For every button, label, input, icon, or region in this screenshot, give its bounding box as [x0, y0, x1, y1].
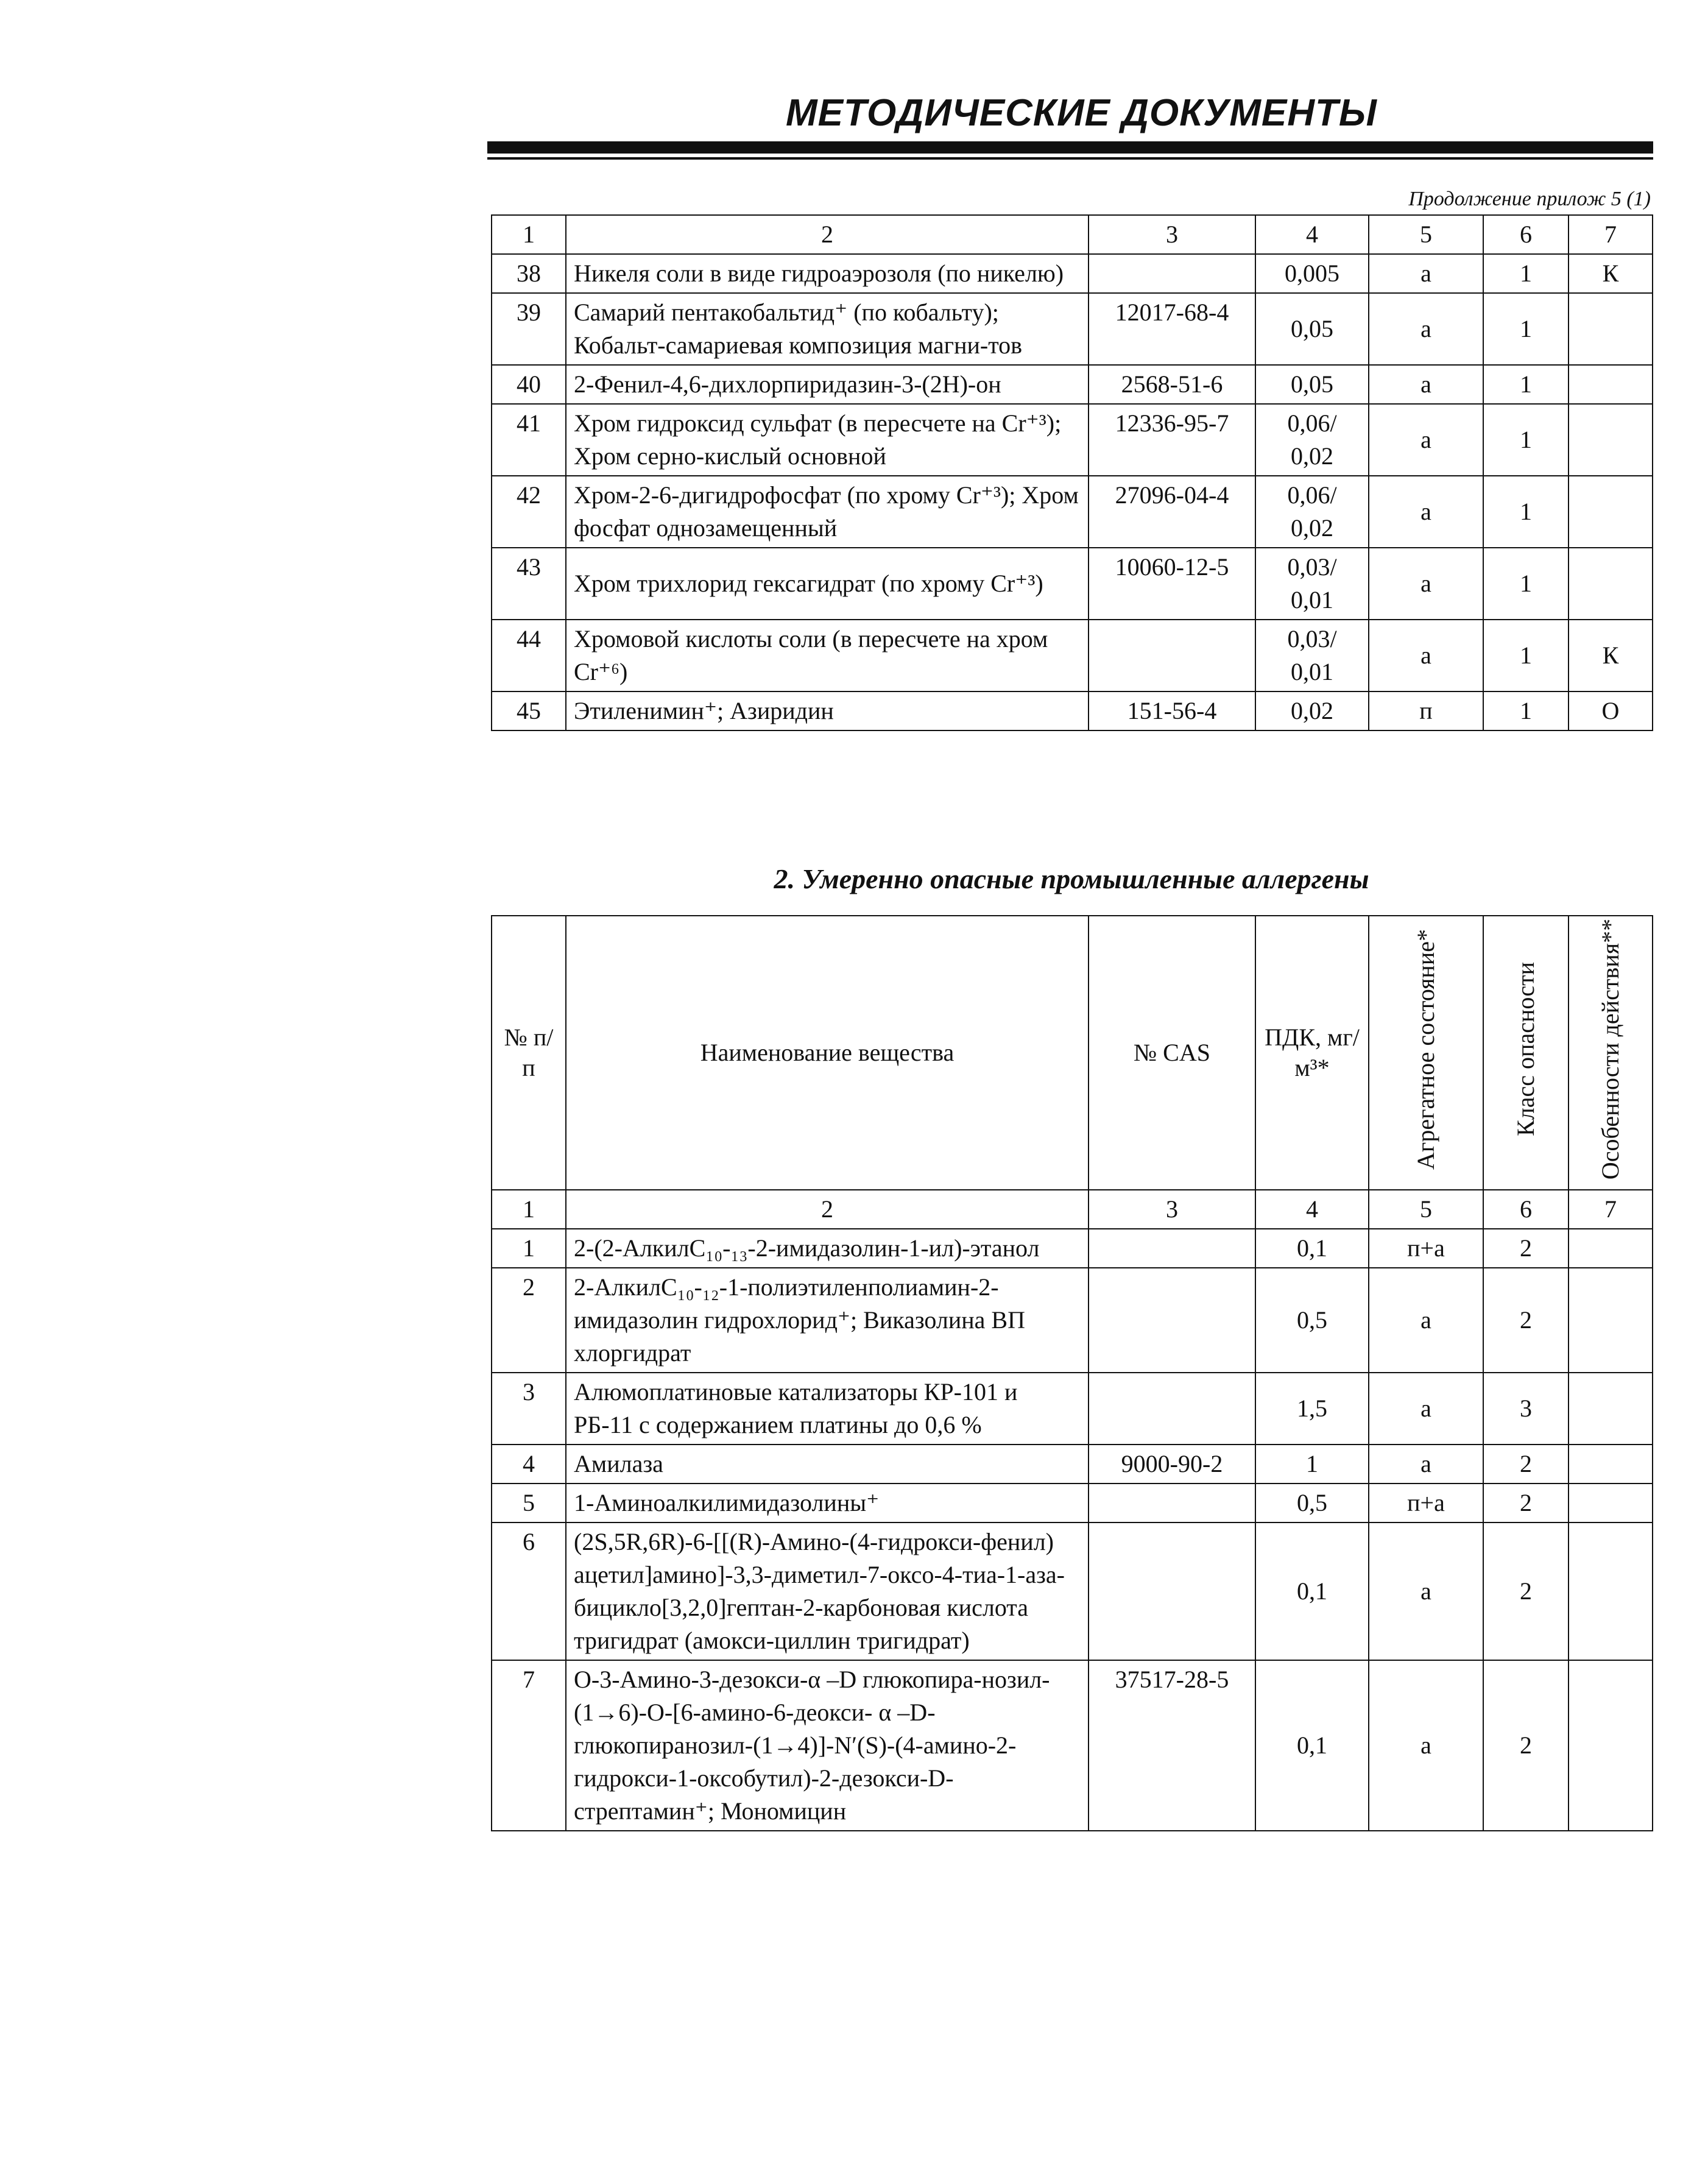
- substance-name: Хром трихлорид гексагидрат (по хрому Cr⁺³): [566, 548, 1089, 620]
- cas-number: 151-56-4: [1089, 691, 1255, 730]
- pdk-value: 0,03/ 0,01: [1255, 620, 1369, 691]
- hazard-class: 2: [1483, 1484, 1569, 1522]
- table-row: [492, 691, 1653, 730]
- pdk-value: 0,5: [1255, 1484, 1369, 1522]
- hazard-class: 2: [1483, 1522, 1569, 1660]
- header-feature: [1569, 916, 1653, 1190]
- col-number: 6: [1483, 215, 1569, 254]
- table-row: [492, 293, 1653, 365]
- aggregate-state: а: [1369, 254, 1483, 293]
- col-number: 7: [1569, 215, 1653, 254]
- cas-number: 27096-04-4: [1089, 476, 1255, 548]
- hazard-class: 1: [1483, 548, 1569, 620]
- row-number: 42: [492, 476, 566, 548]
- pdk-value: 0,02: [1255, 691, 1369, 730]
- hazard-class: 2: [1483, 1660, 1569, 1831]
- table-row: [492, 365, 1653, 404]
- col-number: 5: [1369, 215, 1483, 254]
- action-feature: [1569, 1229, 1653, 1268]
- header-substance-name: Наименование вещества: [566, 916, 1089, 1190]
- action-feature: [1569, 548, 1653, 620]
- row-number: 3: [492, 1373, 566, 1445]
- hazard-class: 2: [1483, 1445, 1569, 1484]
- row-number: 4: [492, 1445, 566, 1484]
- aggregate-state: а: [1369, 476, 1483, 548]
- action-feature: [1569, 1373, 1653, 1445]
- header-class-text: Класс опасности: [1512, 962, 1539, 1136]
- aggregate-state: а: [1369, 548, 1483, 620]
- col-number: 2: [566, 215, 1089, 254]
- pdk-value: 0,03/ 0,01: [1255, 548, 1369, 620]
- row-number: 38: [492, 254, 566, 293]
- table-header-row: [492, 916, 1653, 1190]
- table-row: [492, 1660, 1653, 1831]
- section-2-title: 2. Умеренно опасные промышленные аллергены: [774, 863, 1369, 894]
- row-number: 6: [492, 1522, 566, 1660]
- substance-name: Хром гидроксид сульфат (в пересчете на Cr⁺³); Хром серно-кислый основной: [566, 404, 1089, 476]
- table-row: [492, 1268, 1653, 1373]
- hazard-class: 1: [1483, 476, 1569, 548]
- aggregate-state: а: [1369, 1522, 1483, 1660]
- cas-number: [1089, 1229, 1255, 1268]
- cas-number: 12336-95-7: [1089, 404, 1255, 476]
- table-row: [492, 476, 1653, 548]
- hazard-class: 1: [1483, 293, 1569, 365]
- header-rule-thick: [487, 141, 1653, 154]
- col-number: 4: [1255, 1190, 1369, 1229]
- pdk-value: 0,05: [1255, 365, 1369, 404]
- col-number: 7: [1569, 1190, 1653, 1229]
- column-number-row: [492, 215, 1653, 254]
- cas-number: [1089, 620, 1255, 691]
- pdk-value: 0,1: [1255, 1229, 1369, 1268]
- row-number: 1: [492, 1229, 566, 1268]
- pdk-value: 0,5: [1255, 1268, 1369, 1373]
- pdk-value: 1: [1255, 1445, 1369, 1484]
- header-feature-text: Особенности действия**: [1597, 919, 1624, 1180]
- col-number: 3: [1089, 1190, 1255, 1229]
- table-row: [492, 620, 1653, 691]
- header-state: [1369, 916, 1483, 1190]
- aggregate-state: а: [1369, 620, 1483, 691]
- action-feature: [1569, 293, 1653, 365]
- col-number: 1: [492, 215, 566, 254]
- cas-number: [1089, 1522, 1255, 1660]
- row-number: 39: [492, 293, 566, 365]
- col-number: 1: [492, 1190, 566, 1229]
- column-number-row: [492, 1190, 1653, 1229]
- table-row: [492, 254, 1653, 293]
- pdk-value: 0,06/ 0,02: [1255, 476, 1369, 548]
- substance-name: Этиленимин⁺; Азиридин: [566, 691, 1089, 730]
- cas-number: [1089, 1373, 1255, 1445]
- substance-name: Самарий пентакобальтид⁺ (по кобальту); Кобальт-самариевая композиция магни-тов: [566, 293, 1089, 365]
- table-row: [492, 1445, 1653, 1484]
- action-feature: [1569, 365, 1653, 404]
- cas-number: 12017-68-4: [1089, 293, 1255, 365]
- aggregate-state: а: [1369, 1660, 1483, 1831]
- col-number: 6: [1483, 1190, 1569, 1229]
- table-row: [492, 548, 1653, 620]
- header-state-text: Агрегатное состояние*: [1412, 928, 1439, 1170]
- hazard-class: 1: [1483, 254, 1569, 293]
- table-row: [492, 1229, 1653, 1268]
- substance-name: Амилаза: [566, 1445, 1089, 1484]
- row-number: 5: [492, 1484, 566, 1522]
- table-row: [492, 1373, 1653, 1445]
- pdk-value: 0,1: [1255, 1522, 1369, 1660]
- header-class: [1483, 916, 1569, 1190]
- action-feature: [1569, 404, 1653, 476]
- table-row: [492, 404, 1653, 476]
- row-number: 45: [492, 691, 566, 730]
- row-number: 44: [492, 620, 566, 691]
- substance-name: Алюмоплатиновые катализаторы КР-101 и РБ-11 с содержанием платины до 0,6 %: [566, 1373, 1089, 1445]
- cas-number: 10060-12-5: [1089, 548, 1255, 620]
- cas-number: 37517-28-5: [1089, 1660, 1255, 1831]
- aggregate-state: а: [1369, 293, 1483, 365]
- hazard-class: 1: [1483, 691, 1569, 730]
- action-feature: [1569, 1268, 1653, 1373]
- aggregate-state: а: [1369, 1445, 1483, 1484]
- header-rule-thin: [487, 157, 1653, 160]
- aggregate-state: п+а: [1369, 1229, 1483, 1268]
- substance-name: 2-(2-АлкилC₁₀-₁₃-2-имидазолин-1-ил)-этанол: [566, 1229, 1089, 1268]
- substance-name: О-3-Амино-3-дезокси-α –D глюкопира-нозил-(1→6)-О-[6-амино-6-деокси- α –D-глюкопиранозил-(1→4)]-N′(S)-(4-амино-2-гидрокси-1-оксобутил)-2-дезокси-D-стрептамин⁺; Мономицин: [566, 1660, 1089, 1831]
- action-feature: [1569, 476, 1653, 548]
- row-number: 7: [492, 1660, 566, 1831]
- cas-number: 2568-51-6: [1089, 365, 1255, 404]
- action-feature: К: [1569, 620, 1653, 691]
- pdk-value: 0,06/ 0,02: [1255, 404, 1369, 476]
- action-feature: [1569, 1660, 1653, 1831]
- action-feature: [1569, 1522, 1653, 1660]
- substance-name: Никеля соли в виде гидроаэрозоля (по никелю): [566, 254, 1089, 293]
- moderate-allergens-table: [491, 915, 1653, 1831]
- col-number: 4: [1255, 215, 1369, 254]
- row-number: 2: [492, 1268, 566, 1373]
- substance-name: Хром-2-6-дигидрофосфат (по хрому Cr⁺³); Хром фосфат однозамещенный: [566, 476, 1089, 548]
- substance-name: Хромовой кислоты соли (в пересчете на хром Cr⁺⁶): [566, 620, 1089, 691]
- substance-name: 2-АлкилC₁₀-₁₂-1-полиэтиленполиамин-2-имидазолин гидрохлорид⁺; Виказолина ВП хлоргидрат: [566, 1268, 1089, 1373]
- col-number: 5: [1369, 1190, 1483, 1229]
- row-number: 41: [492, 404, 566, 476]
- cas-number: [1089, 1484, 1255, 1522]
- page-header-title: МЕТОДИЧЕСКИЕ ДОКУМЕНТЫ: [786, 92, 1377, 134]
- header-cas: № CAS: [1089, 916, 1255, 1190]
- aggregate-state: а: [1369, 1373, 1483, 1445]
- aggregate-state: п: [1369, 691, 1483, 730]
- table-row: [492, 1522, 1653, 1660]
- hazard-class: 3: [1483, 1373, 1569, 1445]
- row-number: 43: [492, 548, 566, 620]
- aggregate-state: а: [1369, 404, 1483, 476]
- pdk-value: 0,1: [1255, 1660, 1369, 1831]
- substance-name: 1-Аминоалкилимидазолины⁺: [566, 1484, 1089, 1522]
- continuation-note: Продолжение прилож 5 (1): [1408, 188, 1651, 210]
- aggregate-state: а: [1369, 365, 1483, 404]
- allergens-table-continued: [491, 214, 1653, 731]
- substance-name: (2S,5R,6R)-6-[[(R)-Амино-(4-гидрокси-фенил) ацетил]амино]-3,3-диметил-7-оксо-4-тиа-1-аза-бицикло[3,2,0]гептан-2-карбоновая кислота тригидрат (амокси-циллин тригидрат): [566, 1522, 1089, 1660]
- action-feature: К: [1569, 254, 1653, 293]
- action-feature: О: [1569, 691, 1653, 730]
- pdk-value: 0,05: [1255, 293, 1369, 365]
- hazard-class: 1: [1483, 620, 1569, 691]
- aggregate-state: а: [1369, 1268, 1483, 1373]
- substance-name: 2-Фенил-4,6-дихлорпиридазин-3-(2Н)-он: [566, 365, 1089, 404]
- hazard-class: 1: [1483, 404, 1569, 476]
- col-number: 3: [1089, 215, 1255, 254]
- cas-number: 9000-90-2: [1089, 1445, 1255, 1484]
- cas-number: [1089, 1268, 1255, 1373]
- row-number: 40: [492, 365, 566, 404]
- action-feature: [1569, 1484, 1653, 1522]
- table-row: [492, 1484, 1653, 1522]
- pdk-value: 1,5: [1255, 1373, 1369, 1445]
- pdk-value: 0,005: [1255, 254, 1369, 293]
- aggregate-state: п+а: [1369, 1484, 1483, 1522]
- cas-number: [1089, 254, 1255, 293]
- hazard-class: 1: [1483, 365, 1569, 404]
- hazard-class: 2: [1483, 1268, 1569, 1373]
- hazard-class: 2: [1483, 1229, 1569, 1268]
- header-number: № п/п: [492, 916, 566, 1190]
- col-number: 2: [566, 1190, 1089, 1229]
- header-pdk: ПДК, мг/м³*: [1255, 916, 1369, 1190]
- action-feature: [1569, 1445, 1653, 1484]
